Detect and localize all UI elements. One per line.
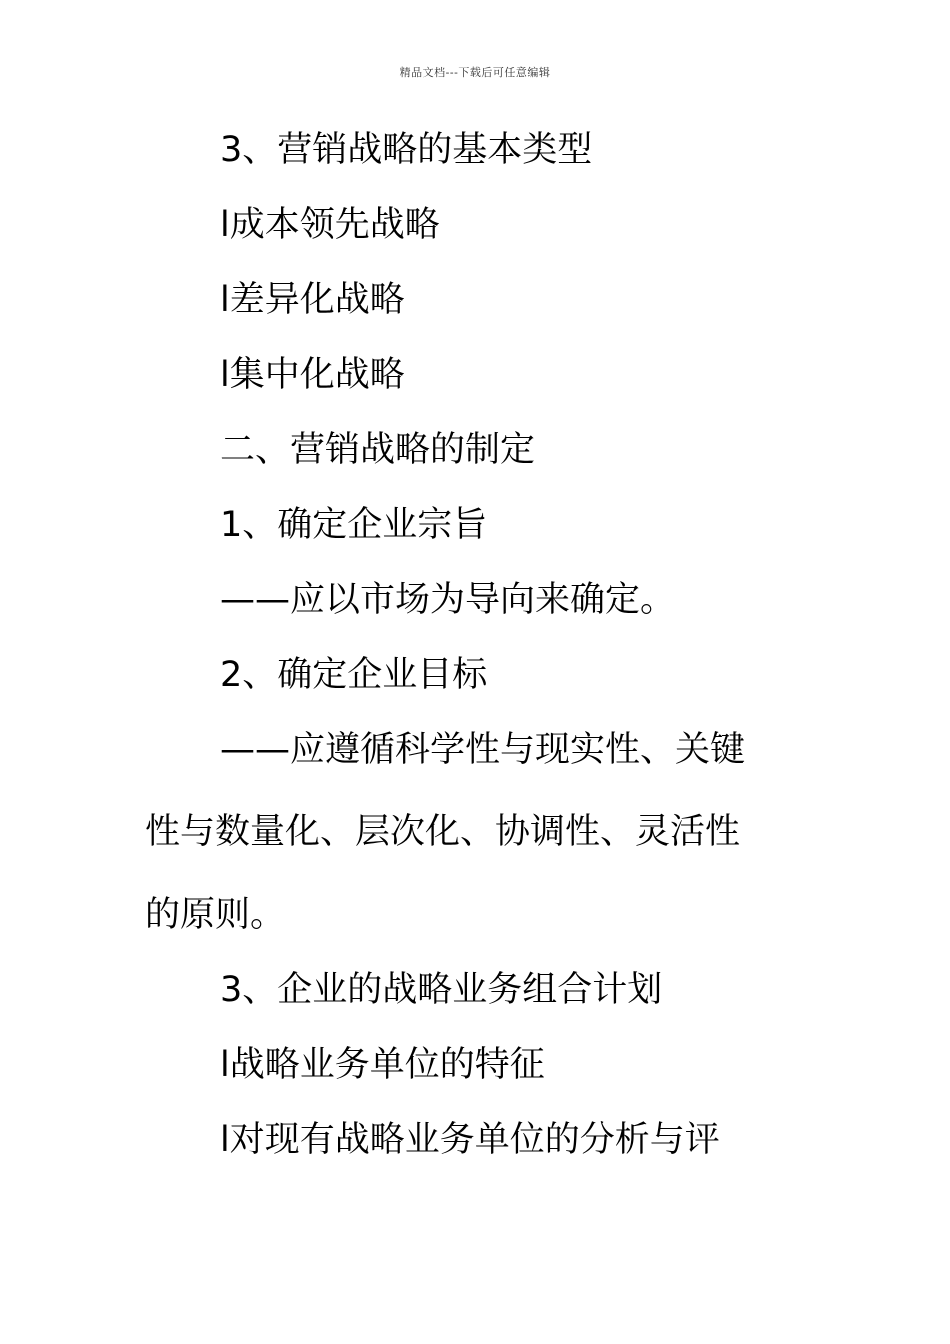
page-header: 精品文档---下载后可任意编辑 [399,66,551,79]
bullet-cost-leadership: l成本领先战略 [220,205,440,245]
section-heading-marketing-strategy-types: 3、营销战略的基本类型 [220,130,593,170]
paragraph-objectives-line-3: 的原则。 [145,895,286,935]
bullet-differentiation: l差异化战略 [220,280,405,320]
paragraph-objectives-line-2: 性与数量化、层次化、协调性、灵活性 [145,812,741,852]
subheading-mission: 1、确定企业宗旨 [220,505,488,545]
subheading-objectives: 2、确定企业目标 [220,655,488,695]
bullet-focus: l集中化战略 [220,355,405,395]
bullet-sbu-analysis: l对现有战略业务单位的分析与评 [220,1120,720,1160]
section-heading-strategy-formulation: 二、营销战略的制定 [220,430,536,470]
bullet-sbu-characteristics: l战略业务单位的特征 [220,1045,545,1085]
paragraph-mission-note: ——应以市场为导向来确定。 [220,580,676,620]
paragraph-objectives-line-1: ——应遵循科学性与现实性、关键 [220,730,746,770]
subheading-portfolio-plan: 3、企业的战略业务组合计划 [220,970,663,1010]
